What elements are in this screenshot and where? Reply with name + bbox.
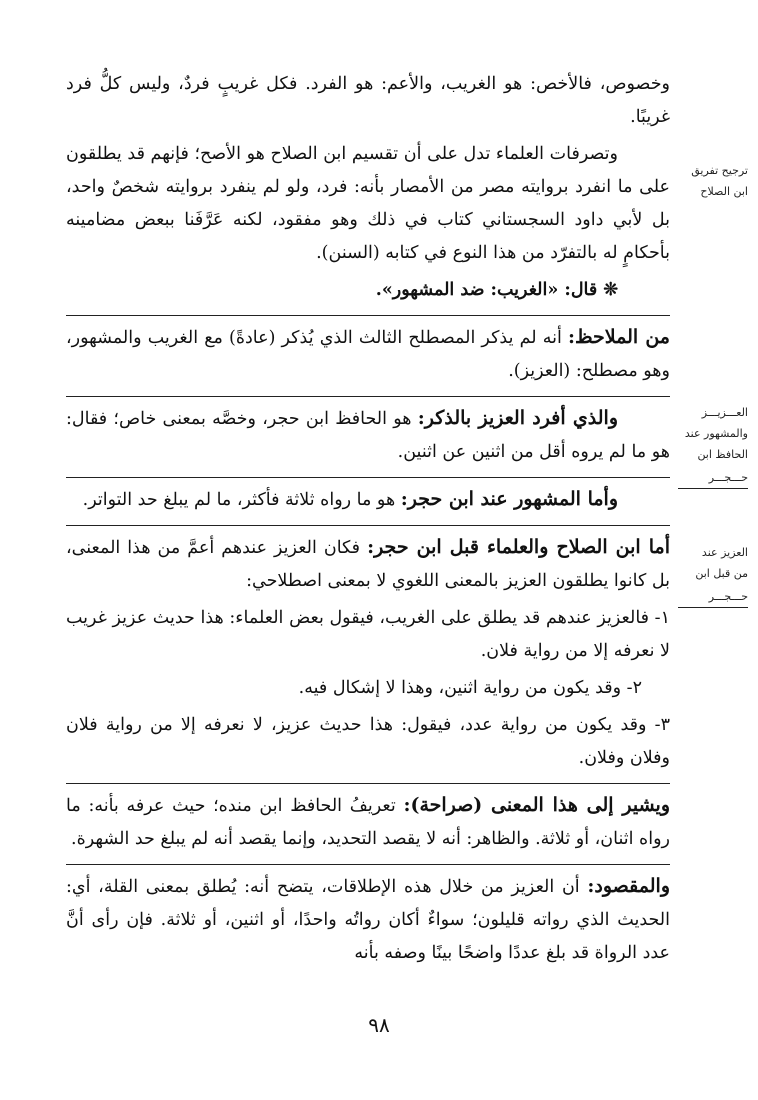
side-note-line: ابن الصلاح xyxy=(700,185,748,198)
paragraph-2: وتصرفات العلماء تدل على أن تقسيم ابن الصلاح هو الأصح؛ فإنهم قد يطلقون على ما انفرد بروايته مصر من الأمصار بأنه: فرد، ولو لم ينفرد بروايته شخصٌ واحد، بل لأبي داود السجستاني كتاب في ذلك وهو مفقود، لكنه عَرَّفَنا ببعض مضامينه بأحكامٍ له بالتفرّد من هذا النوع في كتابه (السنن). xyxy=(66,144,670,263)
paragraph-8: ويشير إلى هذا المعنى (صراحة): تعريفُ الحافظ ابن منده؛ حيث عرفه بأنه: ما رواه اثنان، أو ثلاثة. والظاهر: أنه لا يقصد التحديد، وإنما يقصد أنه لم يبلغ حد الشهرة. xyxy=(66,794,670,849)
paragraph-6: وأما المشهور عند ابن حجر: هو ما رواه ثلاثة فأكثر، ما لم يبلغ حد التواتر. xyxy=(82,488,618,510)
paragraph-9: والمقصود: أن العزيز من خلال هذه الإطلاقات، يتضح أنه: يُطلق بمعنى القلة، أي: الحديث الذي رواته قليلون؛ سواءٌ أكان رواتُه واحدًا، أو اثنين، أو ثلاثة. فإن رأى أنَّ عدد الرواة قد بلغ عددًا واضحًا بينًا وصفه بأنه xyxy=(66,875,670,963)
side-note-line: العزيز عند xyxy=(701,546,748,559)
section-divider xyxy=(66,315,670,316)
side-note-tarjih xyxy=(672,160,748,202)
side-note-aziz-before xyxy=(672,542,748,608)
list-item-1: ١- فالعزيز عندهم قد يطلق على الغريب، فيقول بعض العلماء: هذا حديث عزيز غريب لا نعرفه إلا من رواية فلان. xyxy=(66,608,670,661)
section-divider xyxy=(66,864,670,865)
paragraph-5: والذي أفرد العزيز بالذكر: هو الحافظ ابن حجر، وخصَّه بمعنى خاص؛ فقال: هو ما لم يروه أقل من اثنين عن اثنين. xyxy=(66,407,670,462)
side-note-line: والمشهور عند xyxy=(684,427,748,440)
side-note-line: من قبل ابن xyxy=(695,567,748,580)
paragraph-1: وخصوص، فالأخص: هو الغريب، والأعم: هو الفرد. فكل غريبٍ فردٌ، وليس كلُّ فرد غريبًا. xyxy=(66,74,670,127)
list-item-2: ٢- وقد يكون من رواية اثنين، وهذا لا إشكال فيه. xyxy=(298,678,642,698)
paragraph-3-quote: ❊ قال: «الغريب: ضد المشهور». xyxy=(375,280,618,300)
section-divider xyxy=(66,783,670,784)
side-note-line: الحافظ ابن xyxy=(697,448,748,461)
side-note-aziz-mashhur xyxy=(672,402,748,489)
paragraph-7: أما ابن الصلاح والعلماء قبل ابن حجر: فكان العزيز عندهم أعمَّ من هذا المعنى، بل كانوا يطلقون العزيز بالمعنى اللغوي لا بمعنى اصطلاحي: xyxy=(66,536,670,591)
side-note-line: العـــزيـــز xyxy=(701,406,748,419)
list-item-3: ٣- وقد يكون من رواية عدد، فيقول: هذا حديث عزيز، لا نعرفه إلا من رواية فلان وفلان وفلان. xyxy=(66,715,670,768)
side-note-line: حـــجـــر xyxy=(678,467,748,489)
side-note-line: ترجيح تفريق xyxy=(691,164,748,177)
section-divider xyxy=(66,525,670,526)
paragraph-4: من الملاحظ: أنه لم يذكر المصطلح الثالث الذي يُذكر (عادةً) مع الغريب والمشهور، وهو مصطلح: (العزيز). xyxy=(66,326,670,381)
page-number: ٩٨ xyxy=(368,1013,390,1037)
section-divider xyxy=(66,396,670,397)
main-text-column xyxy=(66,66,670,972)
section-divider xyxy=(66,477,670,478)
side-note-line: حـــجـــر xyxy=(678,586,748,608)
